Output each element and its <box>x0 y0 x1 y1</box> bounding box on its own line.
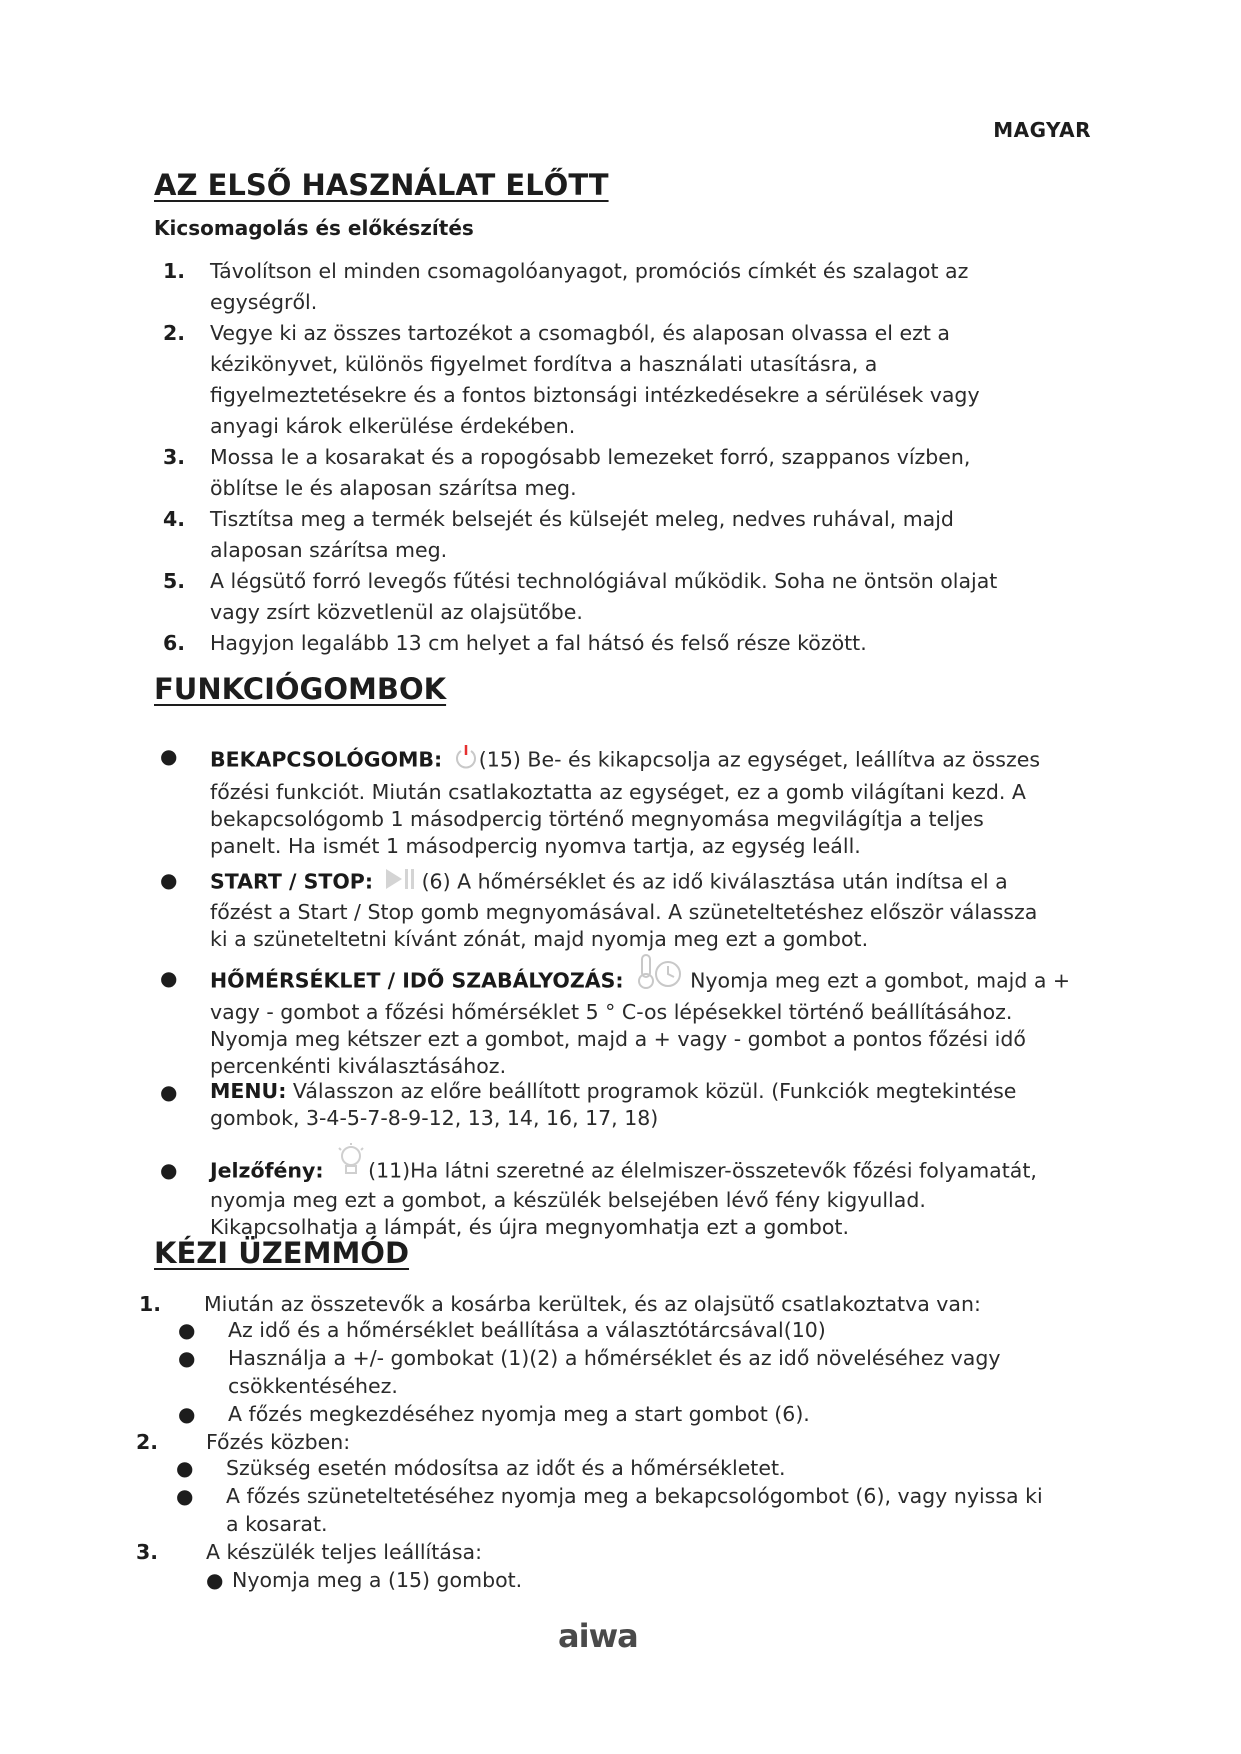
step-line: figyelmeztetésekre és a fontos biztonsági intézkedésekre a sérülések vagy <box>210 383 980 407</box>
function-item-menu <box>210 1078 1110 1132</box>
function-item-temp-time <box>210 964 1110 1080</box>
function-desc-line: ki a szüneteltetni kívánt zónát, majd nyomja meg ezt a gombot. <box>210 927 869 951</box>
step-text <box>210 318 1090 442</box>
step-number: 3. <box>163 445 186 469</box>
section-title-manual-mode: KÉZI ÜZEMMÓD <box>154 1236 410 1270</box>
step-line: vagy zsírt közvetlenül az olajsütőbe. <box>210 600 583 624</box>
thermometer-clock-icon <box>634 952 684 999</box>
function-label: START / STOP: <box>210 869 374 894</box>
bullet: ● <box>176 1456 194 1480</box>
sub-bullet-text: Szükség esetén módosítsa az időt és a hőmérsékletet. <box>226 1456 786 1480</box>
function-desc-line: főzési funkciót. Miután csatlakoztatta az egységet, ez a gomb világítani kezd. A <box>210 780 1026 804</box>
brand-text: aiwa <box>558 1620 638 1654</box>
step-number: 1. <box>139 1292 162 1316</box>
function-desc-line: Kikapcsolhatja a lámpát, és újra megnyomhatja ezt a gombot. <box>210 1215 849 1239</box>
sub-bullet-text <box>228 1344 1000 1400</box>
function-desc: Válasszon az előre beállított programok közül. (Funkciók megtekintése <box>286 1079 1017 1103</box>
brand-logo <box>556 1620 686 1658</box>
function-desc-line: bekapcsológomb 1 másodpercig történő megnyomása megvilágítja a teljes <box>210 807 984 831</box>
sub-bullet-text: Nyomja meg a (15) gombot. <box>232 1568 523 1592</box>
step-number: 5. <box>163 569 186 593</box>
step-line: anyagi károk elkerülése érdekében. <box>210 414 576 438</box>
sub-bullet-text <box>226 1482 1043 1538</box>
step-number: 2. <box>136 1430 159 1454</box>
power-icon <box>453 742 479 779</box>
function-desc-line: főzést a Start / Stop gomb megnyomásával. A szüneteltetéshez először válassza <box>210 900 1038 924</box>
function-desc: (15) Be- és kikapcsolja az egységet, leállítva az összes <box>478 747 1040 772</box>
function-item-light <box>210 1156 1110 1241</box>
step-text: Főzés közben: <box>206 1430 351 1454</box>
step-line: kézikönyvet, különös figyelmet fordítva a használati utasításra, a <box>210 352 878 376</box>
step-number: 4. <box>163 507 186 531</box>
bullet: ● <box>178 1318 196 1342</box>
step-line: Vegye ki az összes tartozékot a csomagból, és alaposan olvassa el ezt a <box>210 321 950 345</box>
step-text <box>210 442 1090 504</box>
function-desc: (6) A hőmérséklet és az idő kiválasztása után indítsa el a <box>421 869 1008 894</box>
function-label: Jelzőfény: <box>210 1158 324 1183</box>
function-desc-line: Nyomja meg kétszer ezt a gombot, majd a + vagy - gombot a pontos főzési idő <box>210 1027 1026 1051</box>
bullet: ● <box>178 1346 196 1370</box>
language-label: MAGYAR <box>993 118 1091 142</box>
function-label: BEKAPCSOLÓGOMB: <box>210 747 443 772</box>
light-bulb-icon <box>336 1142 366 1187</box>
step-number: 3. <box>136 1540 159 1564</box>
section-subtitle-unpacking: Kicsomagolás és előkészítés <box>154 216 474 240</box>
function-label: HŐMÉRSÉKLET / IDŐ SZABÁLYOZÁS: <box>210 968 624 993</box>
step-line: Mossa le a kosarakat és a ropogósabb lemezeket forró, szappanos vízben, <box>210 445 971 469</box>
step-line: alaposan szárítsa meg. <box>210 538 448 562</box>
step-line: öblítse le és alaposan szárítsa meg. <box>210 476 577 500</box>
step-number: 1. <box>163 259 186 283</box>
bullet: ● <box>178 1402 196 1426</box>
step-text: A készülék teljes leállítása: <box>206 1540 482 1564</box>
sub-bullet-line: Használja a +/- gombokat (1)(2) a hőmérséklet és az idő növeléséhez vagy <box>228 1346 1001 1370</box>
step-line: Tisztítsa meg a termék belsejét és külsejét meleg, nedves ruhával, majd <box>210 507 954 531</box>
sub-bullet-text: A főzés megkezdéséhez nyomja meg a start gombot (6). <box>228 1402 810 1426</box>
function-desc-line: gombok, 3-4-5-7-8-9-12, 13, 14, 16, 17, 18) <box>210 1106 659 1130</box>
sub-bullet-line: csökkentéséhez. <box>228 1374 398 1398</box>
function-item-start-stop <box>210 866 1110 953</box>
sub-bullet-line: a kosarat. <box>226 1512 328 1536</box>
step-text <box>210 504 1090 566</box>
step-text: Miután az összetevők a kosárba kerültek, és az olajsütő csatlakoztatva van: <box>204 1292 981 1316</box>
bullet: ● <box>160 966 178 990</box>
bullet: ● <box>206 1568 224 1592</box>
step-number: 6. <box>163 631 186 655</box>
step-text <box>210 628 1090 659</box>
function-desc: Nyomja meg ezt a gombot, majd a + <box>690 968 1071 993</box>
function-desc-line: vagy - gombot a főzési hőmérséklet 5 ° C-os lépésekkel történő beállításához. <box>210 1000 1013 1024</box>
step-line: A légsütő forró levegős fűtési technológiával működik. Soha ne öntsön olajat <box>210 569 998 593</box>
section-title-function-buttons: FUNKCIÓGOMBOK <box>154 672 447 706</box>
bullet: ● <box>160 744 178 768</box>
function-desc-line: nyomja meg ezt a gombot, a készülék belsejében lévő fény kigyullad. <box>210 1188 926 1212</box>
function-desc: (11)Ha látni szeretné az élelmiszer-összetevők főzési folyamatát, <box>368 1158 1037 1183</box>
bullet: ● <box>160 1080 178 1104</box>
step-text <box>210 566 1090 628</box>
bullet: ● <box>160 1158 178 1182</box>
function-desc-line: percenkénti kiválasztásához. <box>210 1054 507 1078</box>
bullet: ● <box>160 868 178 892</box>
step-line: egységről. <box>210 290 318 314</box>
sub-bullet-line: A főzés szüneteltetéséhez nyomja meg a bekapcsológombot (6), vagy nyissa ki <box>226 1484 1043 1508</box>
function-desc-line: panelt. Ha ismét 1 másodpercig nyomva tartja, az egység leáll. <box>210 834 861 858</box>
play-pause-icon <box>384 866 418 899</box>
bullet: ● <box>176 1484 194 1508</box>
section-title-first-use: AZ ELSŐ HASZNÁLAT ELŐTT <box>154 168 609 202</box>
step-line: Távolítson el minden csomagolóanyagot, promóciós címkét és szalagot az <box>210 259 969 283</box>
function-label: MENU: <box>210 1079 287 1103</box>
sub-bullet-text: Az idő és a hőmérséklet beállítása a választótárcsával(10) <box>228 1318 826 1342</box>
function-item-power <box>210 742 1110 860</box>
step-line: Hagyjon legalább 13 cm helyet a fal hátsó és felső része között. <box>210 631 867 655</box>
step-number: 2. <box>163 321 186 345</box>
step-text <box>210 256 1090 318</box>
